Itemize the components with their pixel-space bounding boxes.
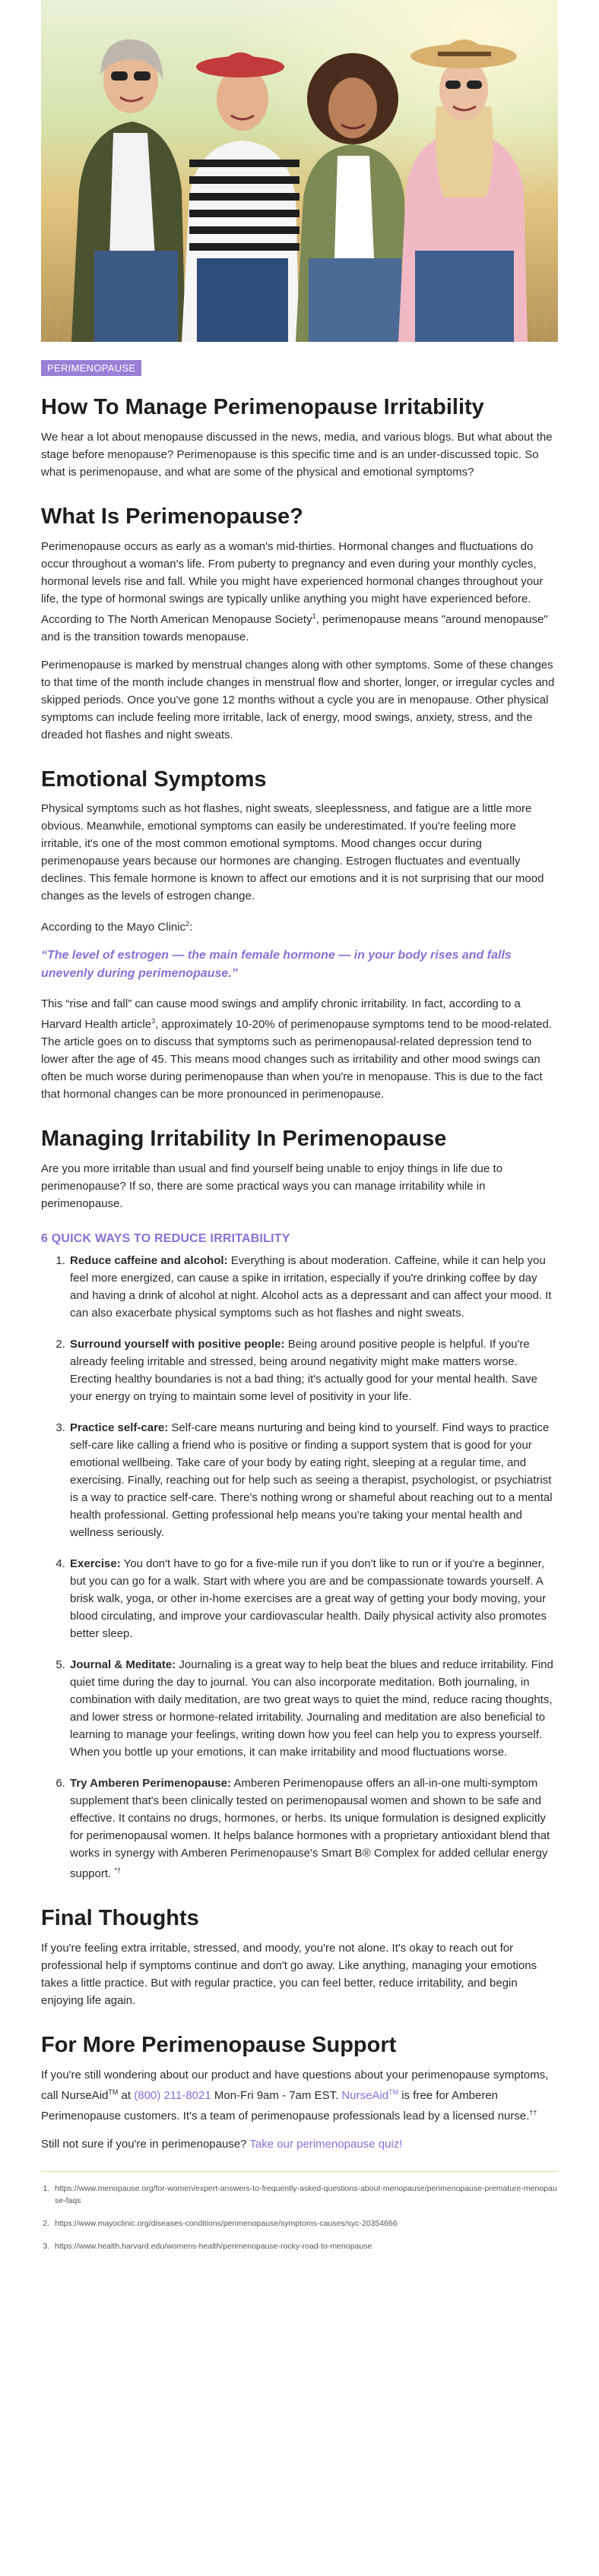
tips-list <box>41 1252 558 1882</box>
mayo-intro: According to the Mayo Clinic$^2$: <box>41 920 193 934</box>
tip-item: 2. Surround yourself with positive people: Being around positive people is helpful. If you're already feeling irritable and stressed, being around negativity might make matters worse. Erecting healthy boundaries is not a bad thing; it's actually good for your mental health. Save your energy on trying to maintain some level of positivity in your life. <box>68 1335 558 1405</box>
tip-item: 4. Exercise: You don't have to go for a five-mile run if you don't like to run or if you're a beginner, but you can go for a walk. Start with where you are and be compassionate towards yourself. A brisk walk, yoga, or other in-home exercises are a great way of getting your body moving, your blood circulating, and improve your cardiovascular health. Daily physical activity also promotes better sleep. <box>68 1555 558 1642</box>
final-thoughts-heading: Final Thoughts <box>41 1906 199 1931</box>
woman-3-figure <box>296 53 407 342</box>
emotional-heading: Emotional Symptoms <box>41 766 267 792</box>
category-badge[interactable]: PERIMENOPAUSE <box>41 360 141 376</box>
support-paragraph-2: Still not sure if you're in perimenopause? Take our perimenopause quiz! <box>41 2137 403 2151</box>
article-content <box>41 342 558 2252</box>
what-is-paragraph-2: Perimenopause is marked by menstrual changes along with other symptoms. Some of these changes to that time of the month include changes in menstrual flow and shorter, longer, or irregular cycles and skipped periods. Once you've gone 12 months without a cycle you are in menopause. Other physical symptoms can include feeling more irritable, lack of energy, mood swings, anxiety, stress, and the dreaded hot flashes and night sweats. <box>41 658 555 741</box>
phone-link[interactable]: (800) 211-8021 <box>134 2088 211 2102</box>
final-thoughts-paragraph: If you're feeling extra irritable, stressed, and moody, you're not alone. It's okay to reach out for professional help if symptoms continue and don't go away. Like anything, managing your emotions takes a little practice. But with regular practice, you can feel better, reduce irritability, and begin enjoying life again. <box>41 1941 537 2007</box>
emotional-paragraph-3: This “rise and fall” can cause mood swings and amplify chronic irritability. In fact, according to a Harvard Health article$^3$, approximately 10-20% of perimenopause symptoms tend to be mood-related. The article goes on to discuss that symptoms such as perimenopausal-related depression tend to lower after the age of 45. This means mood changes such as irritability and other mood swings can often be much worse during perimenopause than when you're in menopause. This is due to the fact that hormonal changes can be more pronounced in perimenopause. <box>41 997 553 1102</box>
tip-item: 1. Reduce caffeine and alcohol: Everything is about moderation. Caffeine, while it can help you feel more energized, can cause a spike in irritation, especially if you're drinking coffee by day and having a drink of alcohol at night. Alcohol acts as a depressant and can affect your mood. It can also exacerbate physical symptoms such as hot flashes and night sweats. <box>68 1252 558 1322</box>
footnote-item[interactable]: 1. https://www.menopause.org/for-women/expert-answers-to-frequently-asked-questions-about-menopause/perimenopause-premature-menopause-faqs <box>52 2182 558 2207</box>
footnote-item[interactable]: 3. https://www.health.harvard.edu/womens-health/perimenopause-rocky-road-to-menopause <box>52 2240 558 2252</box>
what-is-heading: What Is Perimenopause? <box>41 504 303 529</box>
hero-image <box>41 0 558 342</box>
support-paragraph-1: If you're still wondering about our product and have questions about your perimenopause symptoms, call NurseAid™ at (800) 211-8021 Mon-Fri 9am - 7am EST. NurseAid™ is free for Amberen Perimenopause customers. It's a team of perimenopause professionals lead by a licensed nurse.†† <box>41 2068 549 2122</box>
disclaimer-mark: *† <box>114 1866 121 1875</box>
footnote-ref-1[interactable]: 1 <box>312 612 316 620</box>
what-is-paragraph-1: Perimenopause occurs as early as a woman's mid-thirties. Hormonal changes and fluctuations do occur throughout a woman's life. From puberty to pregnancy and even during your monthly cycles, hormonal levels rise and fall. While you might have experienced hormonal changes throughout your life, the type of hormonal swings are typically unlike anything you might have experienced before. According to The North American Menopause Society$^1$, perimenopause means "around menopause" and is the transition towards menopause. <box>41 539 548 643</box>
hero-illustration <box>41 0 558 342</box>
intro-paragraph: We hear a lot about menopause discussed in the news, media, and various blogs. But what about the stage before menopause? Perimenopause is this specific time and is an under-discussed topic. So what is perimenopause, and what are some of the physical and emotional symptoms? <box>41 430 553 479</box>
quiz-link[interactable]: Take our perimenopause quiz! <box>249 2137 403 2151</box>
support-heading: For More Perimenopause Support <box>41 2032 397 2057</box>
tip-item: 5. Journal & Meditate: Journaling is a great way to help beat the blues and reduce irritability. Find quiet time during the day to journal. You can also incorporate meditation. Both journaling, in combination with daily meditation, are two great ways to quiet the mind, reduce racing thoughts, and lower stress or hormone-related irritability. Journaling and meditation are also beneficial to learning to manage your feelings, writing down how you feel can help you to express yourself. When you bottle up your emotions, it can make irritability and mood fluctuations worse. <box>68 1656 558 1761</box>
mayo-quote: “The level of estrogen — the main female hormone — in your body rises and falls unevenly during perimenopause.” <box>41 949 512 981</box>
tip-item: 3. Practice self-care: Self-care means nurturing and being kind to yourself. Find ways to practice self-care like calling a friend who is positive or finding a support system that is good for your emotional wellbeing. Take care of your body by eating right, sleeping at a regular time, and exercising. Finally, reaching out for help such as seeing a therapist, psychologist, or psychiatrist is a way to practice self-care. There's nothing wrong or shameful about reaching out to a mental health professional. Getting professional help means you're taking your mental health and wellness seriously. <box>68 1419 558 1541</box>
footnote-item[interactable]: 2. https://www.mayoclinic.org/diseases-conditions/perimenopause/symptoms-causes/syc-20354666 <box>52 2217 558 2230</box>
footnote-ref-3[interactable]: 3 <box>151 1017 156 1026</box>
footnotes-section <box>41 2171 558 2252</box>
footnote-ref-2[interactable]: 2 <box>185 920 190 928</box>
quick-ways-subheading: 6 QUICK WAYS TO REDUCE IRRITABILITY <box>41 1232 290 1246</box>
article-title: How To Manage Perimenopause Irritability <box>41 395 484 419</box>
footnotes-list <box>41 2182 558 2252</box>
managing-paragraph-1: Are you more irritable than usual and find yourself being unable to enjoy things in life due to perimenopause? If so, there are some practical ways you can manage irritability while in perimenopause. <box>41 1162 503 1211</box>
managing-heading: Managing Irritability In Perimenopause <box>41 1127 447 1152</box>
emotional-paragraph-1: Physical symptoms such as hot flashes, night sweats, sleeplessness, and fatigue are a little more obvious. Meanwhile, emotional symptoms can easily be underestimated. If you're feeling more irritable, it's one of the most common emotional symptoms. Mood changes occur during perimenopause years because our hormones are changing. Estrogen fluctuates and eventually declines. This female hormone is known to affect our emotions and it is not surprising that our mood changes as the levels of estrogen change. <box>41 802 544 903</box>
nurseaid-link[interactable]: NurseAid <box>341 2088 389 2102</box>
tip-item: 6. Try Amberen Perimenopause: Amberen Perimenopause offers an all-in-one multi-symptom supplement that's been clinically tested on perimenopausal women and shown to be safe and effective. It contains no drugs, hormones, or herbs. Its unique formulation is designed explicitly for perimenopausal women. It helps balance hormones with a proprietary antioxidant blend that works in synergy with Amberen Perimenopause's Smart B® Complex for added cellular energy support. *† <box>68 1775 558 1882</box>
